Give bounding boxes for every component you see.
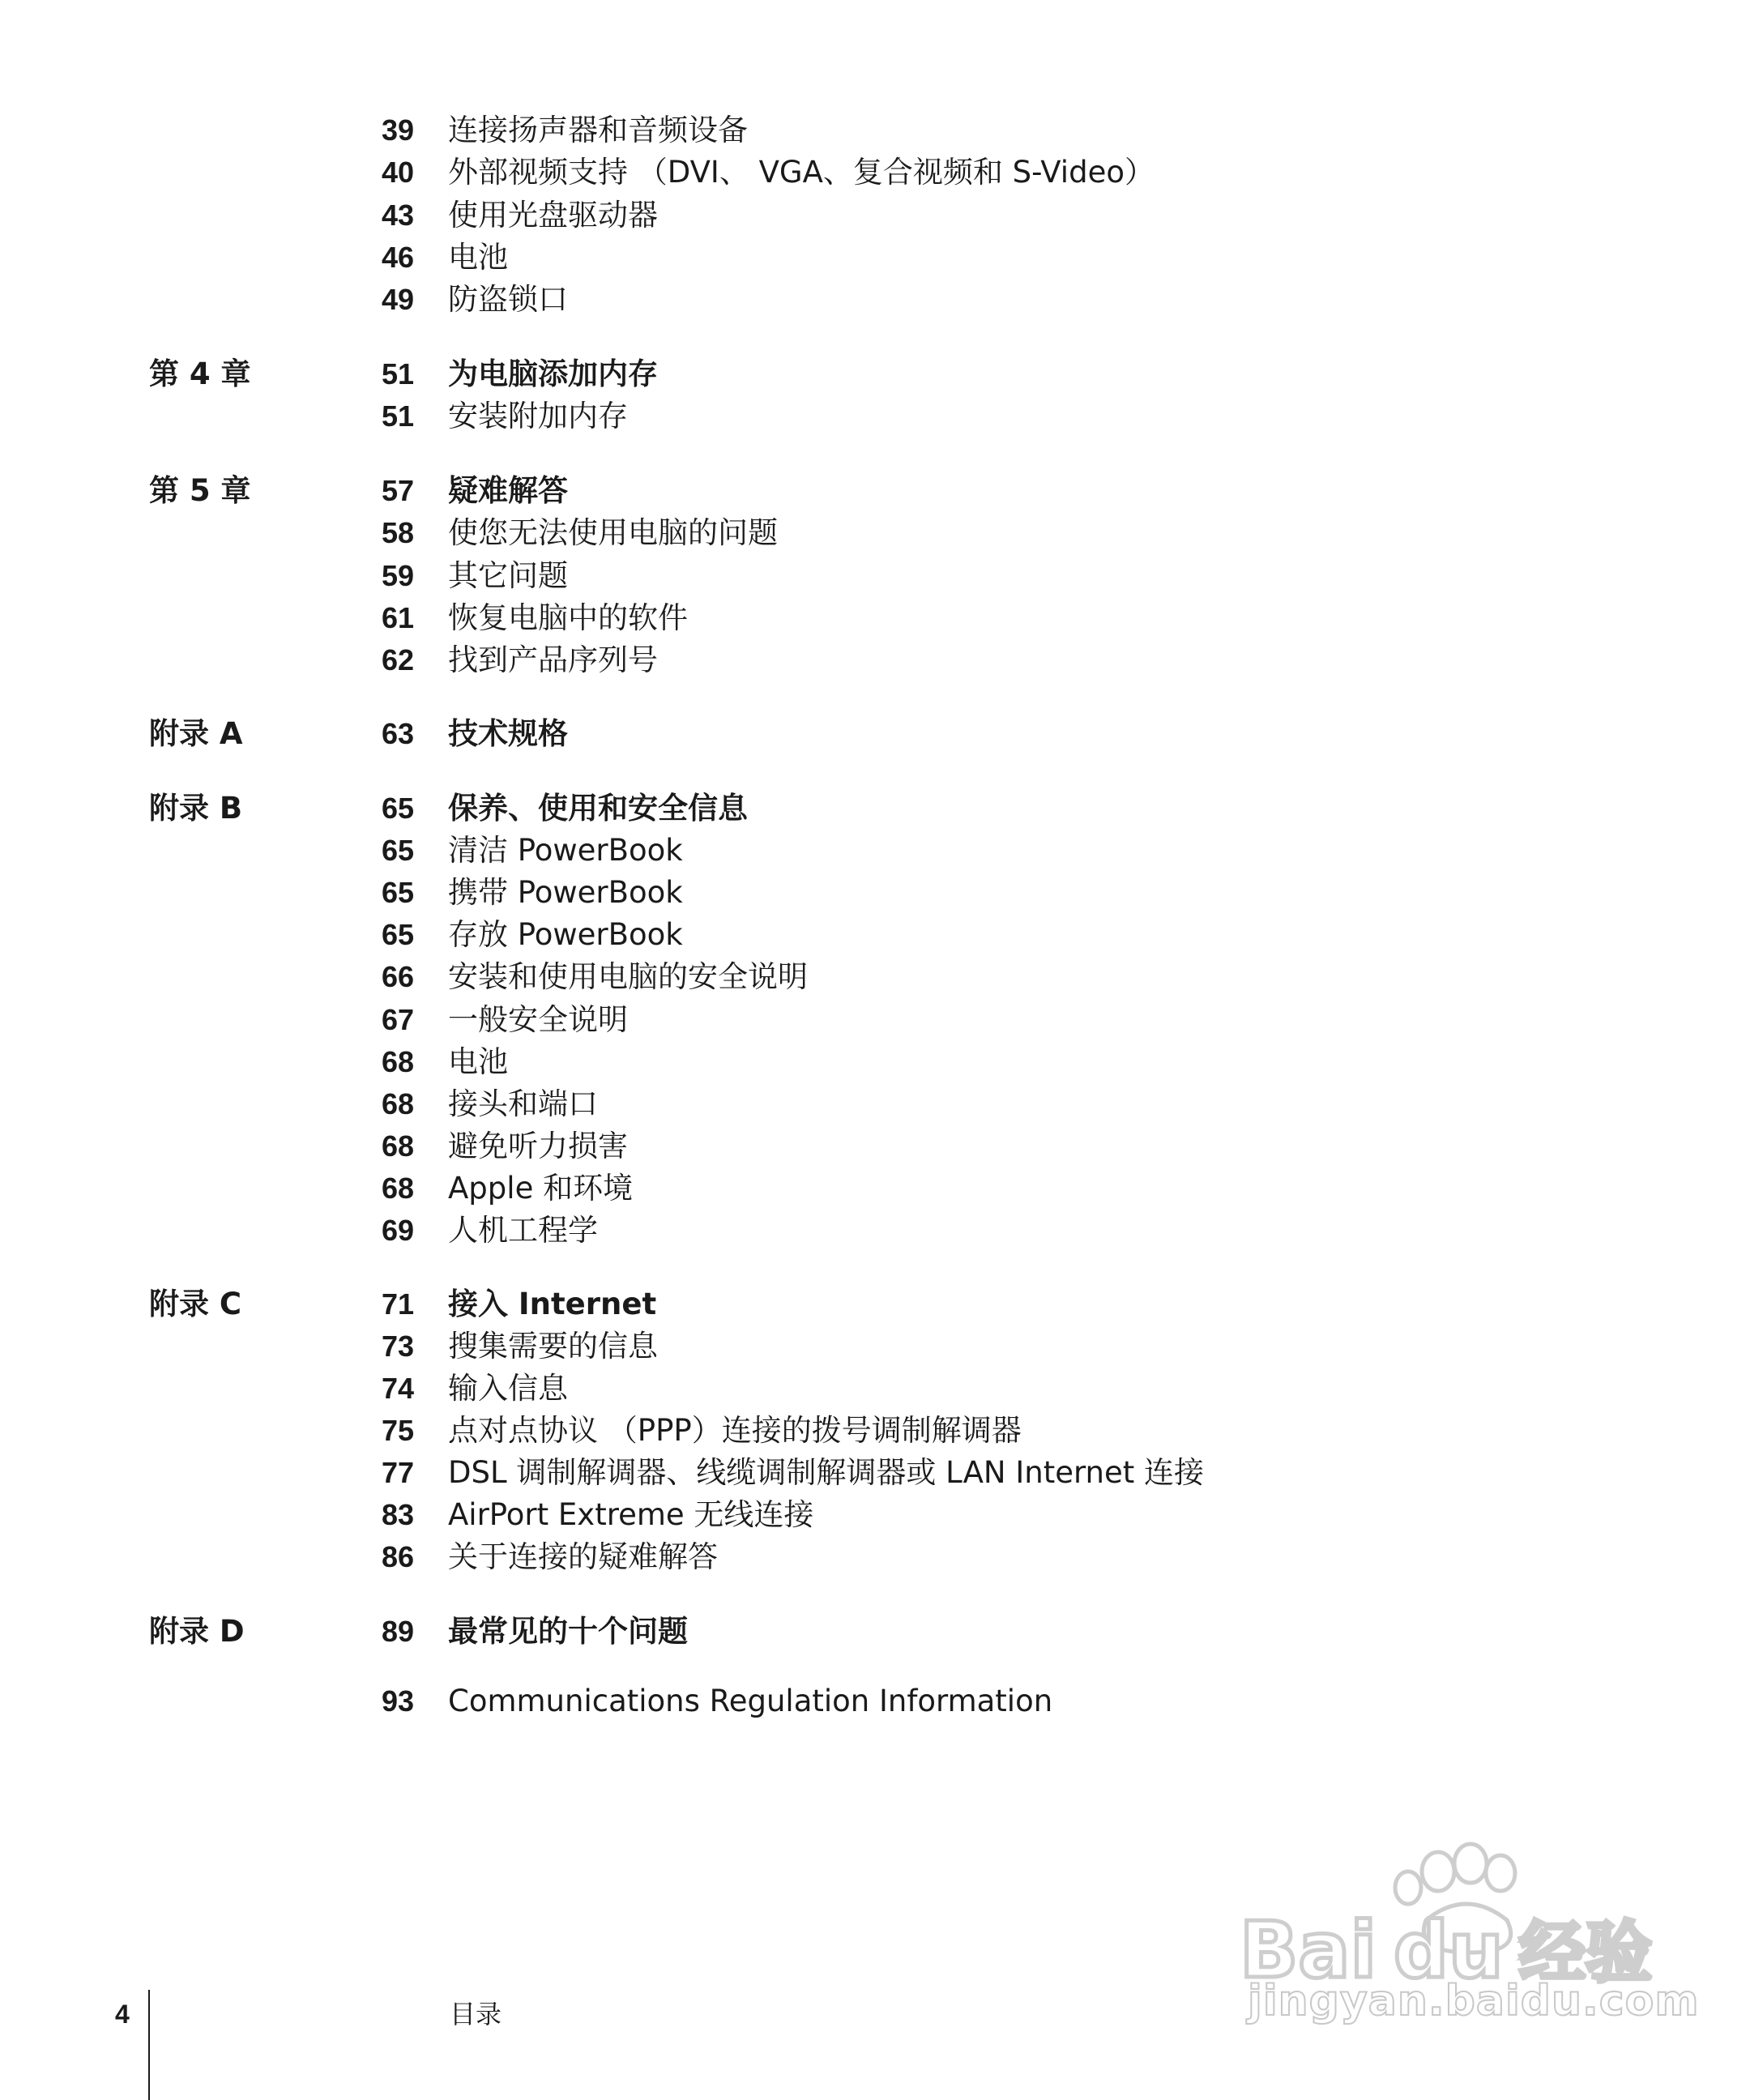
toc-chapter-row: [0, 470, 1750, 512]
toc-page-number: 61: [381, 601, 414, 634]
toc-page-number: 68: [381, 1087, 414, 1120]
toc-entry-row: [0, 639, 1750, 681]
toc-entry-title: 恢复电脑中的软件: [448, 600, 688, 635]
toc-entry-title: 避免听力损害: [448, 1129, 628, 1163]
toc-page-number: 63: [381, 717, 414, 750]
toc-entry-title: 电池: [448, 1044, 508, 1079]
toc-page-number: 67: [381, 1003, 414, 1036]
toc-entry-row: [0, 109, 1750, 152]
baidu-jingyan-watermark-logo: [1240, 1831, 1661, 2074]
toc-entry-title: 找到产品序列号: [448, 642, 658, 677]
toc-page-number: 62: [381, 643, 414, 677]
toc-entry-title: 电池: [448, 240, 508, 275]
toc-entry-row: [0, 1494, 1750, 1536]
toc-entry-row: [0, 237, 1750, 279]
toc-page-number: 86: [381, 1540, 414, 1573]
toc-entry-row: [0, 555, 1750, 597]
toc-entry-title: Communications Regulation Information: [448, 1684, 1053, 1718]
footer-section-title: 目录: [450, 1999, 502, 2030]
toc-entry-title: 一般安全说明: [448, 1002, 628, 1037]
toc-page-number: 71: [381, 1287, 414, 1321]
toc-chapter-label: 第 4 章: [149, 356, 251, 391]
toc-entry-title: 其它问题: [448, 558, 568, 593]
toc-entry-row: [0, 395, 1750, 438]
toc-page-number: 74: [381, 1372, 414, 1405]
toc-page-number: 46: [381, 241, 414, 274]
toc-entry-title: 搜集需要的信息: [448, 1329, 658, 1364]
toc-entry-row: [0, 914, 1750, 956]
toc-page-number: 65: [381, 834, 414, 867]
toc-page-number: 83: [381, 1498, 414, 1531]
toc-chapter-row: [0, 353, 1750, 395]
toc-page-number: 66: [381, 960, 414, 993]
toc-entry-title: 为电脑添加内存: [448, 356, 658, 391]
toc-entry-title: 安装和使用电脑的安全说明: [448, 959, 808, 994]
toc-entry-row: [0, 1083, 1750, 1125]
svg-text:du: du: [1394, 1906, 1504, 1995]
toc-chapter-label: 附录 B: [149, 791, 243, 826]
toc-entry-row: [0, 1410, 1750, 1452]
toc-page-number: 40: [381, 156, 414, 189]
toc-page-number: 73: [381, 1330, 414, 1363]
toc-entry-title: 连接扬声器和音频设备: [448, 113, 748, 147]
toc-page-number: 43: [381, 198, 414, 232]
toc-chapter-row: [0, 713, 1750, 755]
toc-chapter-row: [0, 1611, 1750, 1653]
toc-page-number: 68: [381, 1172, 414, 1205]
toc-page-number: 65: [381, 918, 414, 951]
toc-entry-title: 点对点协议 （PPP）连接的拨号调制解调器: [448, 1413, 1022, 1448]
toc-page-number: 65: [381, 792, 414, 825]
toc-page-number: 51: [381, 357, 414, 391]
toc-entry-title: 接头和端口: [448, 1086, 598, 1121]
toc-chapter-row: [0, 788, 1750, 830]
svg-text:Bai: Bai: [1240, 1906, 1377, 1995]
toc-entry-row: [0, 1210, 1750, 1252]
toc-entry-row: [0, 999, 1750, 1041]
toc-entry-row: [0, 872, 1750, 914]
toc-entry-row: [0, 1536, 1750, 1578]
toc-entry-row: [0, 1680, 1750, 1722]
toc-chapter-row: [0, 1283, 1750, 1325]
toc-page-number: 68: [381, 1129, 414, 1163]
toc-entry-row: [0, 1452, 1750, 1494]
watermark-site-text: jingyan.baidu.com: [1248, 1977, 1700, 2025]
toc-entry-row: [0, 1041, 1750, 1083]
toc-entry-title: 清洁 PowerBook: [448, 833, 683, 868]
toc-entry-title: Apple 和环境: [448, 1171, 634, 1206]
toc-entry-row: [0, 152, 1750, 194]
toc-page-number: 59: [381, 559, 414, 592]
toc-entry-title: 技术规格: [448, 716, 568, 751]
toc-page-number: 93: [381, 1684, 414, 1718]
toc-page-number: 65: [381, 876, 414, 909]
svg-text:经验: 经验: [1519, 1914, 1653, 1991]
toc-entry-row: [0, 279, 1750, 321]
toc-chapter-label: 第 5 章: [149, 473, 251, 508]
toc-entry-title: 安装附加内存: [448, 399, 628, 433]
toc-page-number: 75: [381, 1414, 414, 1447]
toc-chapter-label: 附录 D: [149, 1614, 245, 1649]
toc-entry-title: 疑难解答: [448, 473, 568, 508]
toc-page-number: 69: [381, 1214, 414, 1247]
toc-entry-title: 最常见的十个问题: [448, 1614, 688, 1649]
toc-chapter-label: 附录 A: [149, 716, 243, 751]
toc-entry-title: 防盗锁口: [448, 282, 568, 317]
toc-entry-title: DSL 调制解调器、线缆调制解调器或 LAN Internet 连接: [448, 1455, 1205, 1490]
toc-entry-row: [0, 597, 1750, 639]
toc-entry-title: 携带 PowerBook: [448, 875, 683, 910]
toc-page-number: 49: [381, 283, 414, 316]
toc-page-number: 51: [381, 399, 414, 433]
footer-page-number: 4: [115, 2000, 130, 2029]
toc-page-number: 57: [381, 474, 414, 507]
toc-entry-row: [0, 830, 1750, 872]
toc-entry-title: 人机工程学: [448, 1213, 598, 1248]
toc-entry-title: 接入 Internet: [448, 1287, 657, 1321]
toc-entry-title: 使您无法使用电脑的问题: [448, 515, 778, 550]
toc-entry-row: [0, 1325, 1750, 1368]
toc-page-number: 77: [381, 1456, 414, 1489]
toc-entry-title: 关于连接的疑难解答: [448, 1539, 718, 1574]
toc-entry-title: 存放 PowerBook: [448, 917, 683, 952]
toc-entry-row: [0, 956, 1750, 998]
toc-page-number: 58: [381, 516, 414, 549]
toc-entry-title: 输入信息: [448, 1371, 568, 1406]
toc-page-number: 89: [381, 1615, 414, 1648]
toc-page-number: 39: [381, 113, 414, 147]
toc-entry-title: 保养、使用和安全信息: [448, 791, 748, 826]
toc-entry-title: 使用光盘驱动器: [448, 198, 658, 233]
toc-entry-row: [0, 1167, 1750, 1210]
footer-divider: [148, 1990, 150, 2100]
toc-chapter-label: 附录 C: [149, 1287, 242, 1321]
toc-entry-row: [0, 512, 1750, 554]
toc-entry-row: [0, 1125, 1750, 1167]
toc-entry-title: 外部视频支持 （DVI、 VGA、复合视频和 S-Video）: [448, 155, 1155, 190]
toc-page-number: 68: [381, 1045, 414, 1078]
toc-entry-title: AirPort Extreme 无线连接: [448, 1497, 814, 1532]
toc-entry-row: [0, 194, 1750, 237]
toc-entry-row: [0, 1368, 1750, 1410]
